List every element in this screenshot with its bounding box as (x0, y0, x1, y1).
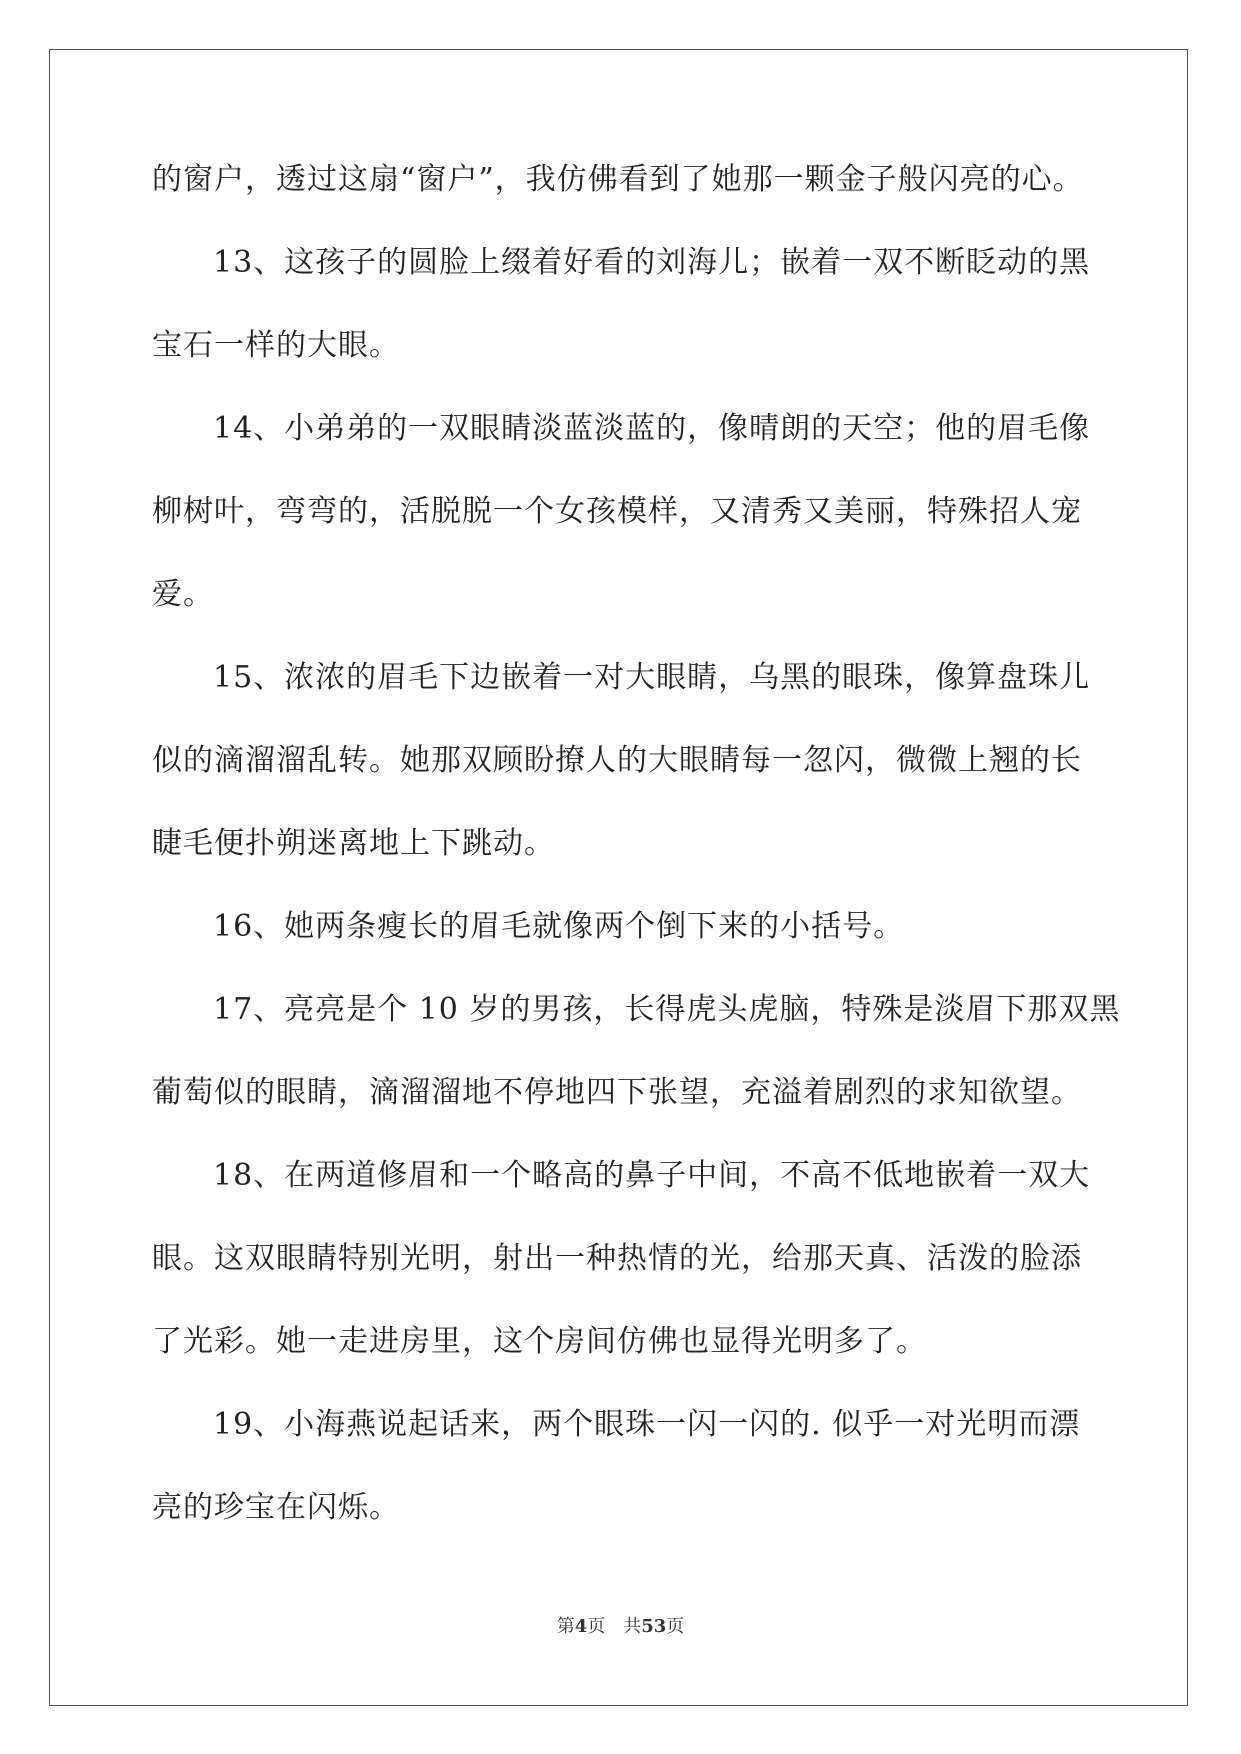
paragraph-18-line-1: 18、在两道修眉和一个略高的鼻子中间，不高不低地嵌着一双大 (213, 1158, 1091, 1193)
footer-suffix: 页 (666, 1616, 685, 1637)
paragraph-16-line-1: 16、她两条瘦长的眉毛就像两个倒下来的小括号。 (213, 909, 905, 944)
paragraph-17-line-2: 葡萄似的眼睛，滴溜溜地不停地四下张望，充溢着剧烈的求知欲望。 (152, 1075, 1082, 1110)
paragraph-15-line-3: 睫毛便扑朔迷离地上下跳动。 (152, 826, 555, 861)
total-page-count: 53 (641, 1616, 667, 1637)
paragraph-19-line-2: 亮的珍宝在闪烁。 (152, 1490, 400, 1525)
paragraph-14-line-2: 柳树叶，弯弯的，活脱脱一个女孩模样，又清秀又美丽，特殊招人宠 (152, 494, 1082, 529)
paragraph-13-line-1: 13、这孩子的圆脸上缀着好看的刘海儿；嵌着一双不断眨动的黑 (213, 245, 1091, 280)
paragraph-19-line-1: 19、小海燕说起话来，两个眼珠一闪一闪的. 似乎一对光明而漂 (213, 1407, 1081, 1442)
paragraph-15-line-2: 似的滴溜溜乱转。她那双顾盼撩人的大眼睛每一忽闪，微微上翘的长 (152, 743, 1082, 778)
paragraph-18-line-3: 了光彩。她一走进房里，这个房间仿佛也显得光明多了。 (152, 1324, 927, 1359)
paragraph-14-line-1: 14、小弟弟的一双眼睛淡蓝淡蓝的，像晴朗的天空；他的眉毛像 (213, 411, 1091, 446)
paragraph-17-line-1: 17、亮亮是个 10 岁的男孩，长得虎头虎脑，特殊是淡眉下那双黑 (213, 992, 1121, 1027)
current-page-number: 4 (574, 1616, 588, 1637)
paragraph-13-line-2: 宝石一样的大眼。 (152, 328, 400, 363)
paragraph-14-line-3: 爱。 (152, 577, 214, 612)
text-line: 的窗户，透过这扇“窗户”，我仿佛看到了她那一颗金子般闪亮的心。 (152, 162, 1084, 197)
paragraph-18-line-2: 眼。这双眼睛特别光明，射出一种热情的光，给那天真、活泼的脸添 (152, 1241, 1082, 1276)
footer-middle: 页 共 (587, 1616, 642, 1637)
document-body (152, 160, 1121, 1571)
footer-prefix: 第 (556, 1616, 575, 1637)
paragraph-15-line-1: 15、浓浓的眉毛下边嵌着一对大眼睛，乌黑的眼珠，像算盘珠儿 (213, 660, 1091, 695)
page-footer (0, 1612, 1241, 1638)
